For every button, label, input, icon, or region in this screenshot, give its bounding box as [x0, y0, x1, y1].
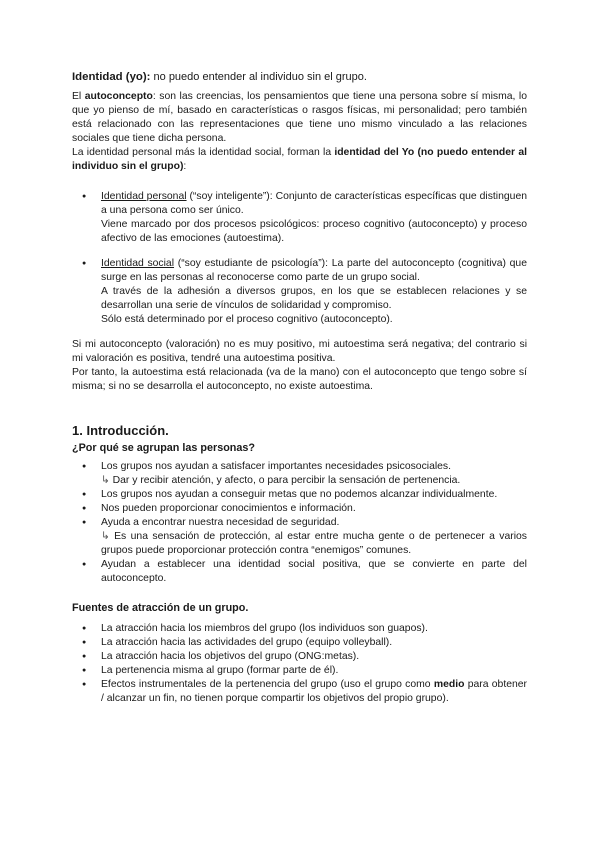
identity-list	[72, 190, 527, 327]
identidad-yo-bold: identidad del Yo (no puedo entender al individuo sin el grupo)	[72, 147, 527, 172]
autoconcepto-lead: El	[72, 91, 85, 102]
identidad-yo-paragraph	[72, 146, 527, 174]
list-item	[72, 664, 527, 678]
identidad-personal-term: Identidad personal	[101, 191, 187, 202]
identity-heading	[72, 70, 527, 84]
list-item-text: ● La atracción hacia las actividades del grupo (equipo volleyball).	[101, 637, 393, 648]
list-item-text-a: Efectos instrumentales de la pertenencia del grupo (uso el grupo como	[101, 679, 434, 690]
list-item-identidad-social	[72, 257, 527, 327]
list-item-text: ● Ayuda a encontrar nuestra necesidad de seguridad.	[101, 517, 340, 528]
list-item	[72, 516, 527, 558]
autoconcepto-term: autoconcepto	[84, 91, 153, 102]
section-title-introduccion: 1. Introducción.	[72, 423, 169, 438]
list-item-text: ● Los grupos nos ayudan a satisfacer importantes necesidades psicosociales.	[101, 461, 452, 472]
identidad-social-quote: (“soy estudiante de psicología”): La parte del autoconcepto (cognitiva) que surge en las personas al reconocerse como parte de un grupo social.	[101, 258, 527, 283]
list-item	[72, 502, 527, 516]
subheading-fuentes: Fuentes de atracción de un grupo.	[72, 602, 249, 614]
list-item-sub: Es una sensación de protección, al estar entre mucha gente o de pertenecer a varios grupos puede proporcionar protección contra “enemigos” comunes.	[101, 531, 527, 556]
list-item-text: ● La atracción hacia los objetivos del grupo (ONG:metas).	[101, 651, 360, 662]
list-item	[72, 678, 527, 706]
fuentes-list	[72, 622, 527, 706]
list-item	[72, 622, 527, 636]
list-item-text-b: para obtener / alcanzar un fin, no tienen porque compartir los objetivos del propio grupo).	[101, 679, 528, 704]
identidad-yo-lead: La identidad personal más la identidad social, forman la	[72, 147, 335, 158]
identidad-social-extra: A través de la adhesión a diversos grupos, en los que se establecen relaciones y se desarrollan una serie de vínculos de solidaridad y compromiso.	[101, 286, 527, 311]
list-item-identidad-personal	[72, 190, 527, 246]
list-item	[72, 650, 527, 664]
autoestima-paragraph-2: Por tanto, la autoestima está relacionada (va de la mano) con el autoconcepto que tengo sobre sí misma; si no se desarrolla el autoconcepto, no existe autoestima.	[72, 367, 527, 392]
autoconcepto-paragraph	[72, 90, 527, 146]
identidad-social-term: Identidad social	[101, 258, 175, 269]
identity-heading-rest: no puedo entender al individuo sin el grupo.	[150, 71, 367, 83]
list-item	[72, 558, 527, 586]
return-arrow-icon: ↳	[101, 531, 110, 542]
intro-list	[72, 460, 527, 586]
identidad-personal-quote: (“soy inteligente”): Conjunto de características específicas que distinguen a una persona como ser único.	[101, 191, 528, 216]
list-item-text: ● La pertenencia misma al grupo (formar parte de él).	[101, 665, 339, 676]
subheading-por-que: ¿Por qué se agrupan las personas?	[72, 442, 255, 454]
list-item-bold-medio: medio	[433, 679, 465, 690]
list-item	[72, 488, 527, 502]
identidad-social-extra2: Sólo está determinado por el proceso cognitivo (autoconcepto).	[101, 314, 393, 325]
list-item-sub: Dar y recibir atención, y afecto, o para percibir la sensación de pertenencia.	[109, 475, 461, 486]
identidad-personal-extra: Viene marcado por dos procesos psicológicos: proceso cognitivo (autoconcepto) y proceso afectivo de las emociones (autoestima).	[101, 219, 527, 244]
return-arrow-icon: ↳	[101, 475, 110, 486]
autoconcepto-text: : son las creencias, los pensamientos que tiene una persona sobre sí misma, lo que yo pienso de mí, basado en características o rasgos físicas, mi personalidad; pero también está relacionado con las representaciones que tiene uno mismo vinculado a las relaciones sociales que tiene dicha persona.	[72, 91, 527, 144]
list-item	[72, 460, 527, 488]
list-item-text: ● Nos pueden proporcionar conocimientos e información.	[101, 503, 356, 514]
list-item-text: ● Ayudan a establecer una identidad social positiva, que se convierte en parte del autoconcepto.	[101, 559, 527, 584]
list-item-text: ● Los grupos nos ayudan a conseguir metas que no podemos alcanzar individualmente.	[101, 489, 498, 500]
identidad-yo-tail: :	[183, 161, 187, 172]
list-item	[72, 636, 527, 650]
document-page	[72, 70, 527, 706]
autoestima-paragraph-1: Si mi autoconcepto (valoración) no es muy positivo, mi autoestima será negativa; del contrario si mi valoración es positiva, tendré una autoestima positiva.	[72, 339, 527, 364]
list-item-text: ● La atracción hacia los miembros del grupo (los individuos son guapos).	[101, 623, 428, 634]
identity-heading-bold: Identidad (yo):	[72, 71, 151, 83]
